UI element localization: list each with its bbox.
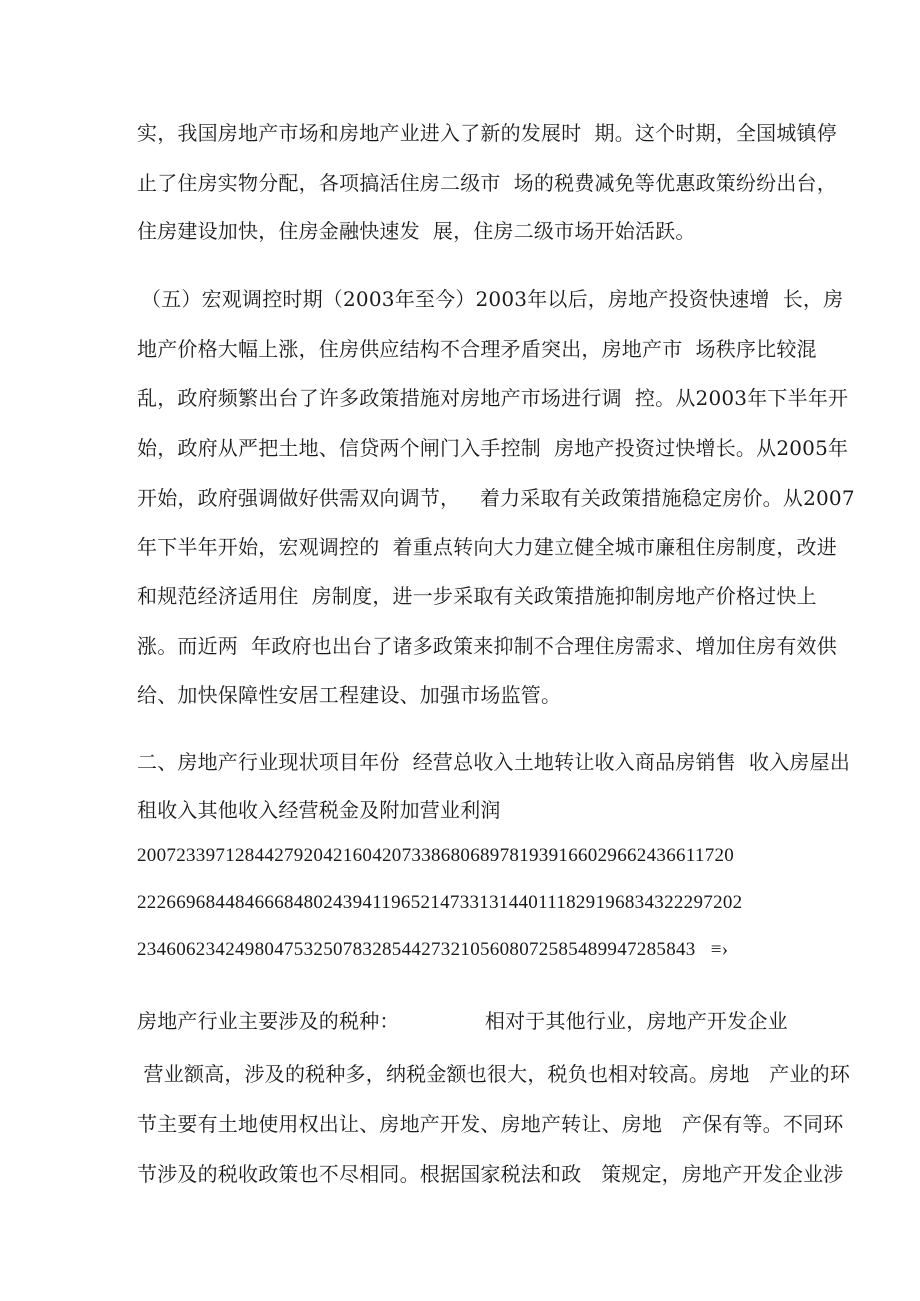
paragraph-line: （五）宏观调控时期（2003年至今）2003年以后，房地产投资快速增 长，房	[141, 287, 844, 311]
paragraph-line: 和规范经济适用住 房制度，进一步采取有关政策措施抑制房地产价格过快上	[137, 584, 817, 608]
paragraph-line: 始，政府从严把土地、信贷两个闸门入手控制 房地产投资过快增长。从2005年	[137, 436, 849, 460]
paragraph-line: 节主要有土地使用权出让、房地产开发、房地产转让、房地 产保有等。不同环	[137, 1112, 844, 1136]
section-heading: 租收入其他收入经营税金及附加营业利润	[137, 798, 501, 822]
paragraph-line: 实，我国房地产市场和房地产业进入了新的发展时 期。这个时期，全国城镇停	[137, 121, 837, 145]
section-heading: 二、房地产行业现状项目年份 经营总收入土地转让收入商品房销售 收入房屋出	[137, 750, 851, 774]
table-row: 2226696844846668480243941196521473313144011182919683432229​7202	[137, 892, 743, 913]
paragraph-line: 营业额高，涉及的税种多，纳税金额也很大，税负也相对较高。房地 产业的环	[137, 1062, 851, 1086]
paragraph-line: 住房建设加快，住房金融快速发 展，住房二级市场开始活跃。	[137, 219, 696, 243]
paragraph-line: 止了住房实物分配，各项搞活住房二级市 场的税费减免等优惠政策纷纷出台，	[137, 171, 837, 195]
paragraph-line: 房地产行业主要涉及的税种： 相对于其他行业，房地产开发企业	[137, 1009, 788, 1033]
paragraph-line: 乱，政府频繁出台了许多政策措施对房地产市场进行调 控。从2003年下半年开	[137, 386, 849, 410]
paragraph-line: 节涉及的税收政策也不尽相同。根据国家税法和政 策规定，房地产开发企业涉	[137, 1162, 844, 1186]
paragraph-line: 年下半年开始，宏观调控的 着重点转向大力建立健全城市廉租住房制度，改进	[137, 535, 837, 559]
paragraph-line: 涨。而近两 年政府也出台了诸多政策来抑制不合理住房需求、增加住房有效供	[137, 634, 837, 658]
paragraph-line: 给、加快保障性安居工程建设、加强市场监管。	[137, 683, 562, 707]
paragraph-line: 开始，政府强调做好供需双向调节， 着力采取有关政策措施稳定房价。从2007	[137, 486, 855, 510]
table-row: 2346062342498047532507832854427321056080725854899472858​43 ≡›	[137, 939, 729, 960]
paragraph-line: 地产价格大幅上涨，住房供应结构不合理矛盾突出，房地产市 场秩序比较混	[137, 337, 817, 361]
table-row: 20072339712844279204216042073386806897819391660296624366117​20	[137, 845, 735, 866]
